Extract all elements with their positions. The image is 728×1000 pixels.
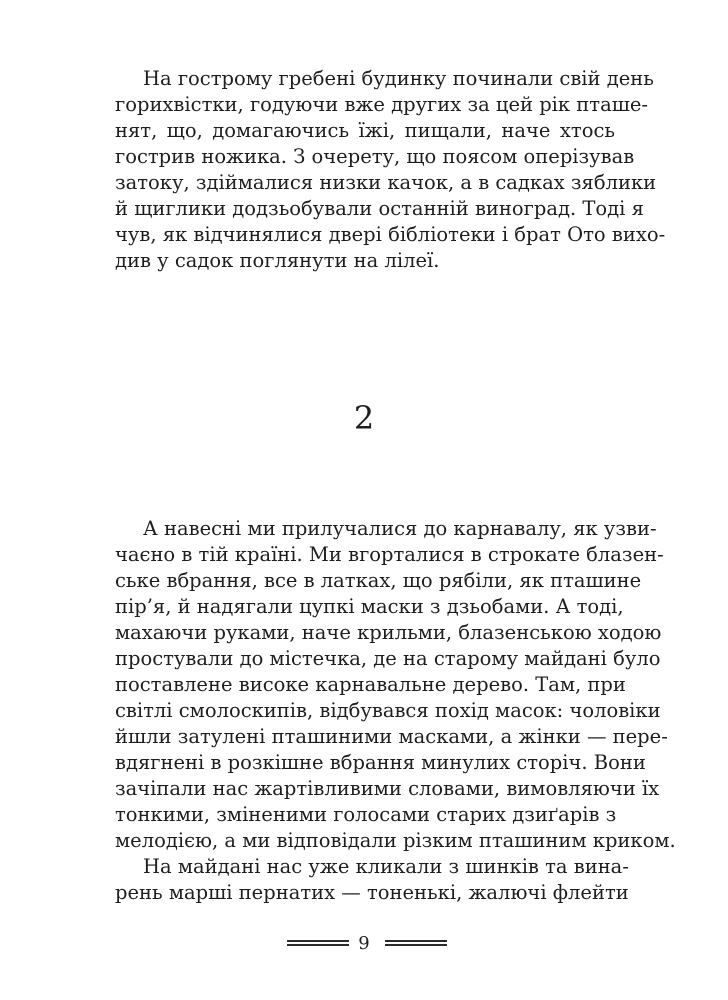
page-number: 9	[358, 933, 370, 954]
text-line: див у садок поглянути на лілеї.	[115, 249, 440, 272]
text-line: йшли затулені пташиними масками, а жінки — пере-	[115, 725, 668, 748]
footer-rule-left	[287, 939, 349, 947]
text-line: нят, що, домагаючись їжі, пищали, наче хтось	[115, 119, 615, 142]
text-line: На майдані нас уже кликали з шинків та вина-	[143, 855, 629, 878]
text-line: світлі смолоскипів, відбувався похід масок: чоловіки	[115, 699, 661, 722]
page-footer	[0, 932, 728, 956]
text-line: й щиглики додзьобували останній виноград. Тоді я	[115, 197, 644, 220]
text-line: ське вбрання, все в латках, що рябіли, як пташине	[115, 569, 642, 592]
text-line: поставлене високе карнавальне дерево. Там, при	[115, 673, 626, 696]
text-line: А навесні ми прилучалися до карнавалу, як узви-	[143, 517, 657, 540]
text-line: махаючи руками, наче крильми, блазенською ходою	[115, 621, 662, 644]
text-line: вдягнені в розкішне вбрання минулих сторіч. Вони	[115, 751, 646, 774]
text-line: гострив ножика. З очерету, що поясом оперізував	[115, 145, 635, 168]
text-line: затоку, здіймалися низки качок, а в садках зяблики	[115, 171, 657, 194]
text-line: мелодією, а ми відповідали різким пташиним криком.	[115, 829, 676, 852]
footer-rule-right	[385, 939, 447, 947]
text-line: чув, як відчинялися двері бібліотеки і брат Ото вихо-	[115, 223, 666, 246]
chapter-number: 2	[353, 399, 375, 437]
text-line: тонкими, зміненими голосами старих дзиґарів з	[115, 803, 617, 826]
text-line: На гострому гребені будинку починали свій день	[143, 67, 654, 90]
text-line: чаєно в тій країні. Ми вгорталися в строкате блазен-	[115, 543, 664, 566]
text-line: простували до містечка, де на старому майдані було	[115, 647, 661, 670]
text-line: горихвістки, годуючи вже других за цей рік пташе-	[115, 93, 648, 116]
text-line: рень марші пернатих — тоненькі, жалючі флейти	[115, 881, 629, 904]
text-line: зачіпали нас жартівливими словами, вимовляючи їх	[115, 777, 660, 800]
text-line: пір’я, й надягали цупкі маски з дзьобами. А тоді,	[115, 595, 624, 618]
